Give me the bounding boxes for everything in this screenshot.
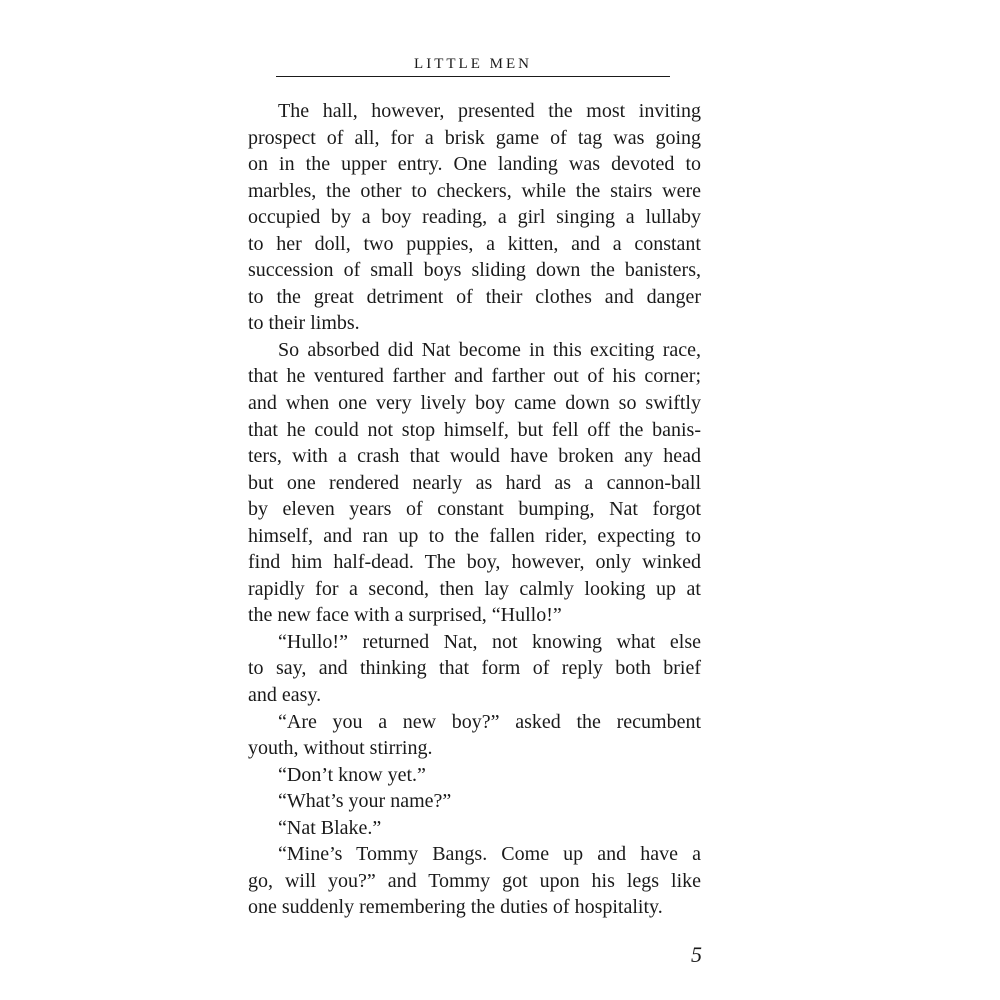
text-line: go, will you?” and Tommy got upon his legs like bbox=[248, 869, 701, 892]
text-line: rapidly for a second, then lay calmly looking up at bbox=[248, 577, 701, 600]
body-text bbox=[248, 98, 701, 921]
paragraph bbox=[248, 629, 701, 709]
text-line: occupied by a boy reading, a girl singing a lullaby bbox=[248, 206, 701, 229]
text-line: “Don’t know yet.” bbox=[278, 763, 426, 786]
text-line: ters, with a crash that would have broken any head bbox=[248, 445, 701, 468]
paragraph bbox=[248, 841, 701, 921]
text-line: the new face with a surprised, “Hullo!” bbox=[248, 604, 562, 627]
text-line: one suddenly remembering the duties of hospitality. bbox=[248, 896, 663, 919]
text-line: find him half-dead. The boy, however, only winked bbox=[248, 551, 701, 574]
text-line: The hall, however, presented the most inviting bbox=[278, 100, 701, 122]
header-rule bbox=[276, 76, 670, 77]
text-line: youth, without stirring. bbox=[248, 737, 433, 760]
text-line: “Are you a new boy?” asked the recumbent bbox=[278, 710, 701, 733]
text-line: but one rendered nearly as hard as a cannon-ball bbox=[248, 471, 701, 494]
paragraph bbox=[248, 788, 701, 815]
text-line: “Mine’s Tommy Bangs. Come up and have a bbox=[278, 843, 701, 866]
text-line: to say, and thinking that form of reply both brief bbox=[248, 657, 701, 680]
text-line: himself, and ran up to the fallen rider, expecting to bbox=[248, 524, 701, 547]
text-line: by eleven years of constant bumping, Nat forgot bbox=[248, 498, 701, 521]
text-line: “Nat Blake.” bbox=[278, 816, 382, 839]
page-number: 5 bbox=[691, 942, 702, 967]
text-line: “What’s your name?” bbox=[278, 790, 452, 813]
text-line: and when one very lively boy came down so swiftly bbox=[248, 392, 701, 415]
text-line: and easy. bbox=[248, 684, 322, 707]
text-line: succession of small boys sliding down the banisters, bbox=[248, 259, 701, 282]
paragraph bbox=[248, 98, 701, 337]
text-line: on in the upper entry. One landing was devoted to bbox=[248, 153, 701, 176]
text-line: marbles, the other to checkers, while the stairs were bbox=[248, 179, 701, 202]
text-line: “Hullo!” returned Nat, not knowing what else bbox=[278, 630, 701, 653]
paragraph bbox=[248, 815, 701, 842]
text-line: to the great detriment of their clothes and danger bbox=[248, 285, 701, 308]
text-line: that he ventured farther and farther out of his corner; bbox=[248, 365, 701, 388]
paragraph bbox=[248, 337, 701, 629]
text-line: that he could not stop himself, but fell off the banis- bbox=[248, 418, 701, 441]
running-head-title: LITTLE MEN bbox=[414, 56, 532, 72]
text-line: to her doll, two puppies, a kitten, and a constant bbox=[248, 232, 701, 255]
paragraph bbox=[248, 762, 701, 789]
text-line: So absorbed did Nat become in this exciting race, bbox=[278, 338, 701, 361]
text-line: to their limbs. bbox=[248, 312, 360, 335]
paragraph bbox=[248, 709, 701, 762]
text-line: prospect of all, for a brisk game of tag was going bbox=[248, 126, 701, 149]
